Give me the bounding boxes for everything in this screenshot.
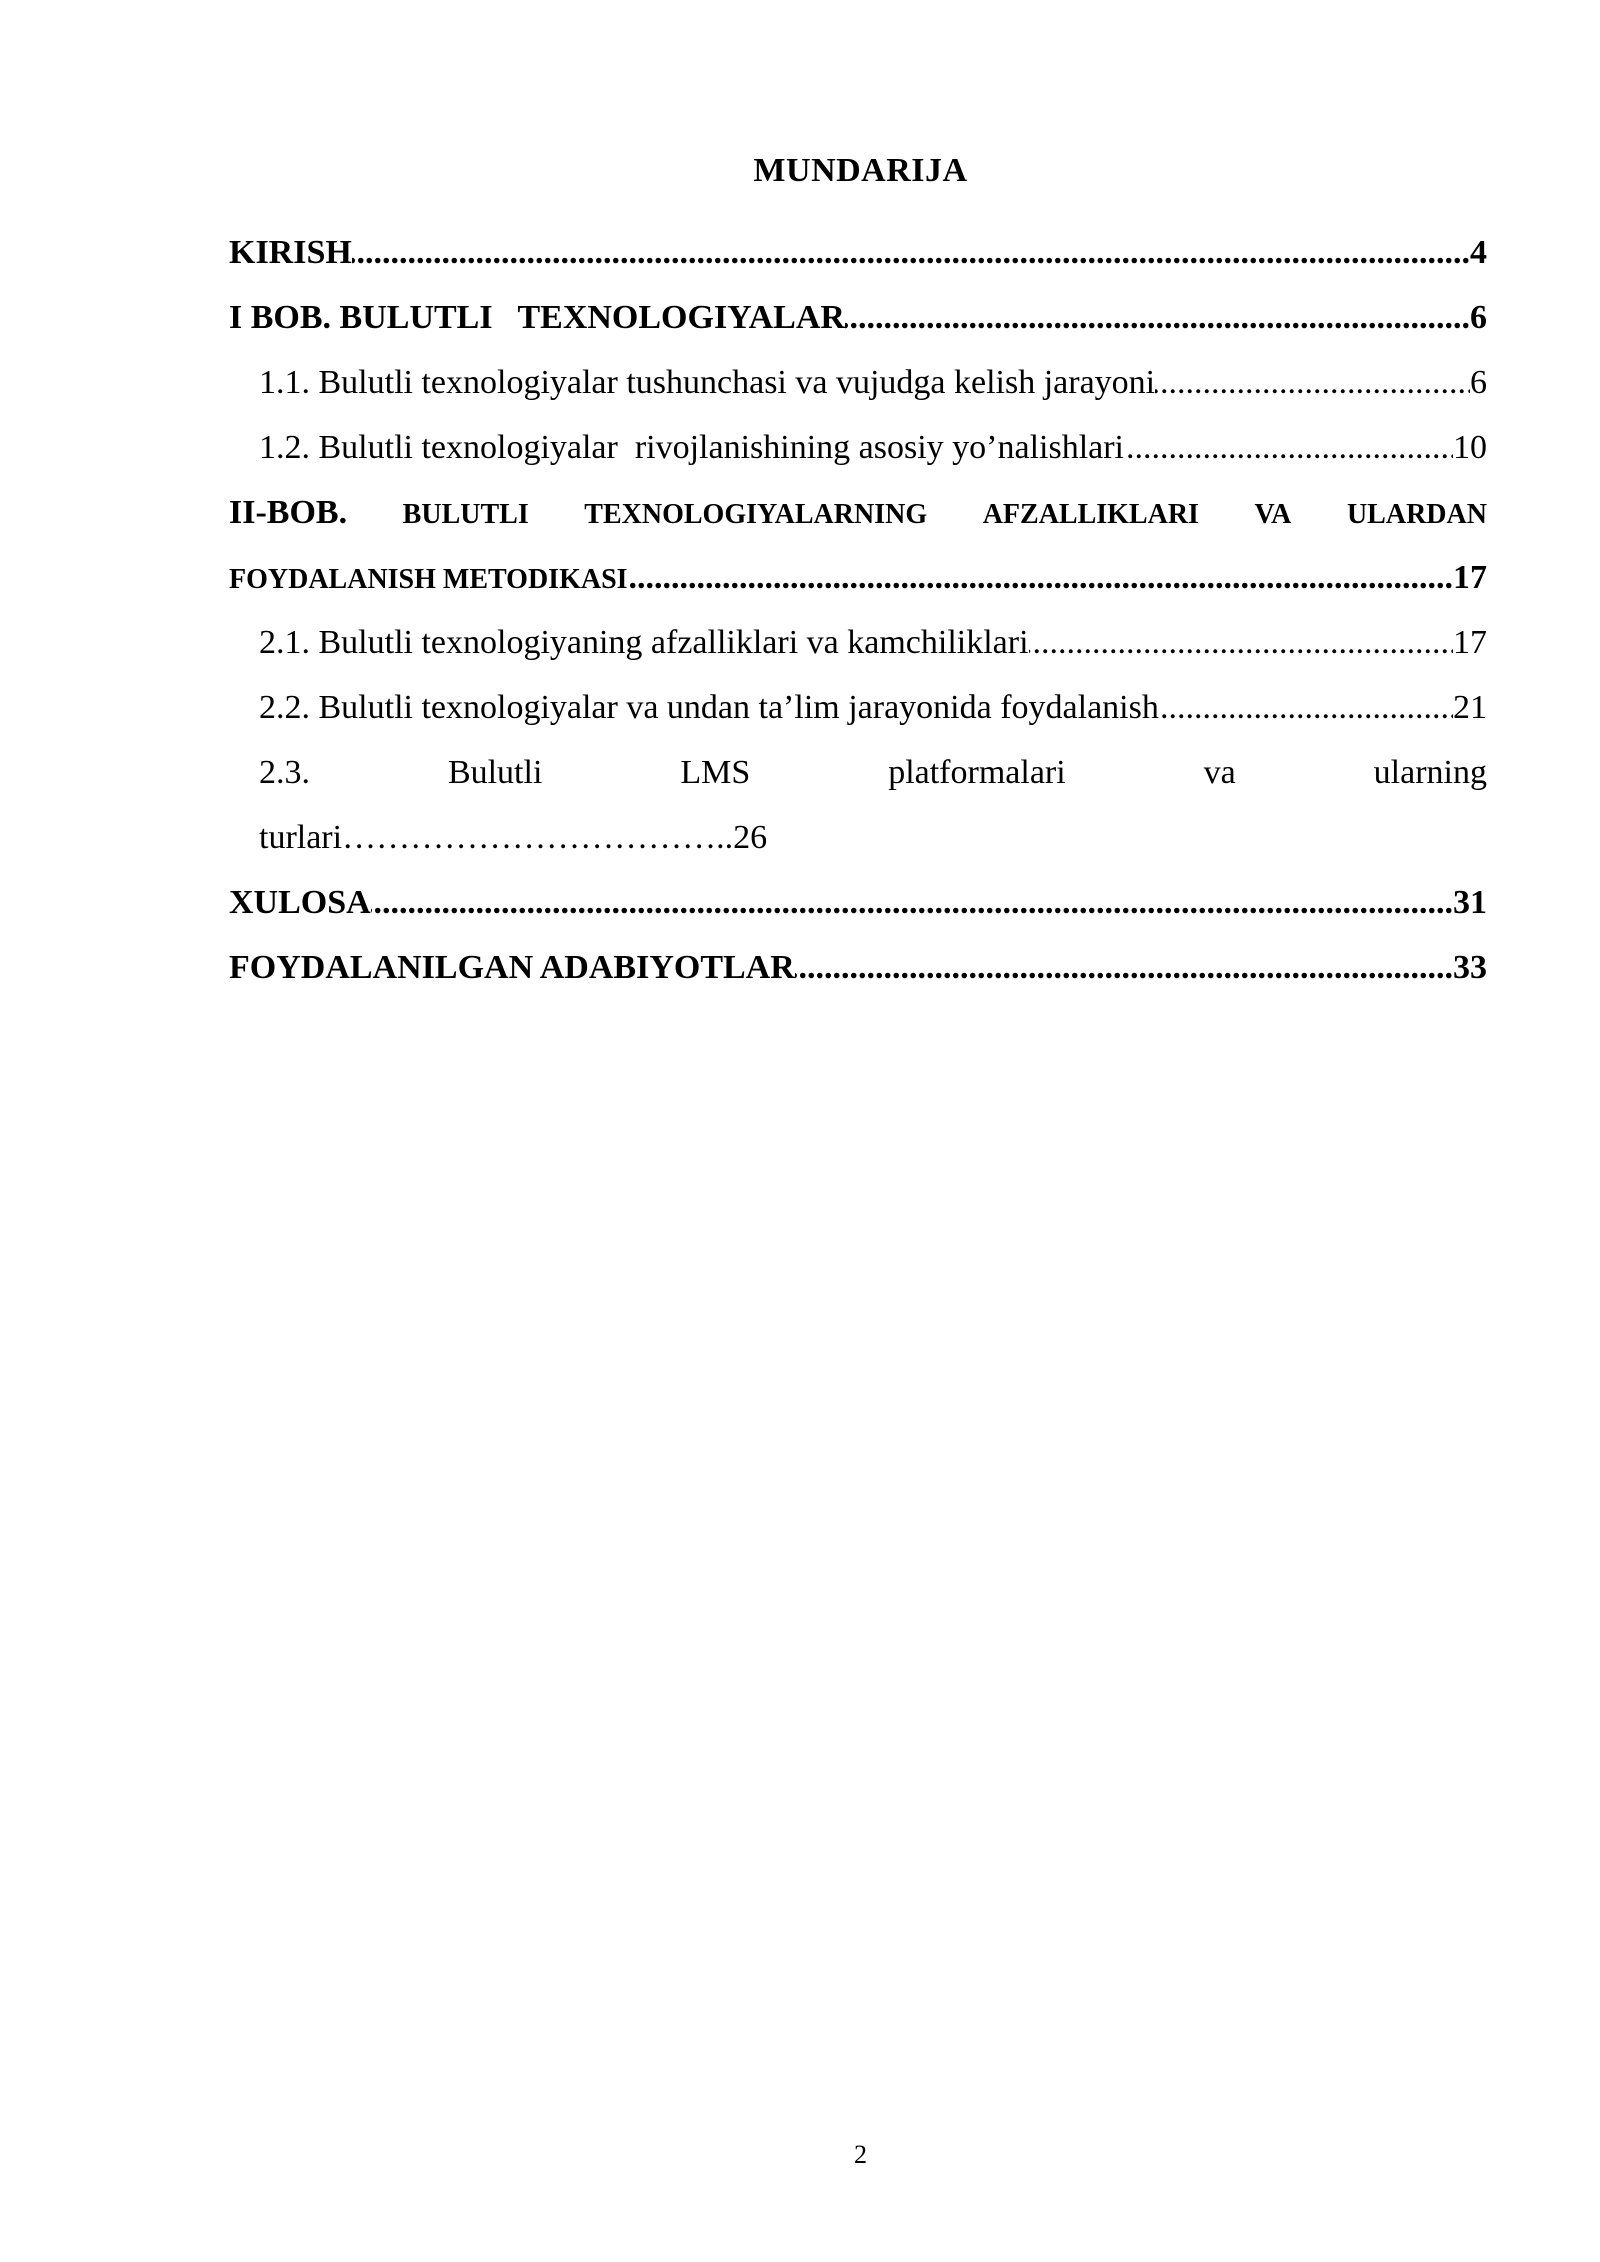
toc-entry-1-2 bbox=[229, 415, 1487, 480]
toc-entry-text: 2.1. Bulutli texnologiyaning afzalliklari va kamchiliklari bbox=[259, 624, 1029, 661]
toc-entry-2-3-line1 bbox=[229, 740, 1487, 805]
toc-entry-text: 2.2. Bulutli texnologiyalar va undan ta’lim jarayonida foydalanish bbox=[259, 689, 1159, 726]
toc-page-number: 10 bbox=[1453, 415, 1487, 480]
toc-entry-word: AFZALLIKLARI bbox=[982, 499, 1199, 530]
toc-entry-xulosa bbox=[229, 870, 1487, 935]
toc-entry-word: ularning bbox=[1373, 754, 1487, 791]
toc-page-number: 4 bbox=[1470, 220, 1487, 285]
toc-page-number: 31 bbox=[1453, 870, 1487, 935]
toc-entry-text: turlari……………………………..26 bbox=[259, 819, 768, 856]
toc-entry-2-1 bbox=[229, 610, 1487, 675]
dot-leader bbox=[229, 220, 1487, 285]
toc-page-number: 6 bbox=[1470, 285, 1487, 350]
toc-page-number: 6 bbox=[1470, 350, 1487, 415]
toc-entry-text: 1.2. Bulutli texnologiyalar rivojlanishining asosiy yo’nalishlari bbox=[259, 429, 1125, 466]
table-of-contents bbox=[229, 220, 1487, 1000]
toc-entry-word: VA bbox=[1254, 499, 1292, 530]
page-number: 2 bbox=[854, 2140, 867, 2169]
toc-entry-text: FOYDALANISH METODIKASI bbox=[229, 564, 628, 595]
toc-entry-prefix: II-BOB. bbox=[229, 494, 348, 531]
toc-page-number: 33 bbox=[1453, 935, 1487, 1000]
toc-entry-adabiyotlar bbox=[229, 935, 1487, 1000]
toc-entry-bob2-line2 bbox=[229, 545, 1487, 610]
toc-entry-text: 1.1. Bulutli texnologiyalar tushunchasi va vujudga kelish jarayoni bbox=[259, 364, 1156, 401]
toc-entry-2-2 bbox=[229, 675, 1487, 740]
toc-entry-2-3-line2 bbox=[229, 805, 1487, 870]
toc-entry-bob2-line1 bbox=[229, 480, 1487, 545]
toc-entry-word: LMS bbox=[680, 754, 751, 791]
toc-page-number: 17 bbox=[1453, 610, 1487, 675]
dot-leader bbox=[229, 870, 1487, 935]
toc-page-number: 17 bbox=[1453, 545, 1487, 610]
toc-entry-word: platformalari bbox=[888, 754, 1066, 791]
toc-entry-word: TEXNOLOGIYALARNING bbox=[584, 499, 928, 530]
toc-entry-1-1 bbox=[229, 350, 1487, 415]
toc-entry-bob1 bbox=[229, 285, 1487, 350]
toc-entry-kirish bbox=[229, 220, 1487, 285]
toc-entry-text: I BOB. BULUTLI TEXNOLOGIYALAR bbox=[229, 299, 845, 336]
toc-entry-word: 2.3. bbox=[259, 754, 310, 791]
toc-entry-text: XULOSA bbox=[229, 884, 371, 921]
toc-entry-text: FOYDALANILGAN ADABIYOTLAR bbox=[229, 949, 795, 986]
toc-entry-word: Bulutli bbox=[447, 754, 543, 791]
toc-entry-word: ULARDAN bbox=[1346, 499, 1487, 530]
toc-page-number: 21 bbox=[1453, 675, 1487, 740]
toc-title: MUNDARIJA bbox=[753, 152, 968, 189]
toc-entry-word: va bbox=[1203, 754, 1236, 791]
toc-entry-text: KIRISH bbox=[229, 234, 352, 271]
toc-entry-word: BULUTLI bbox=[402, 499, 529, 530]
